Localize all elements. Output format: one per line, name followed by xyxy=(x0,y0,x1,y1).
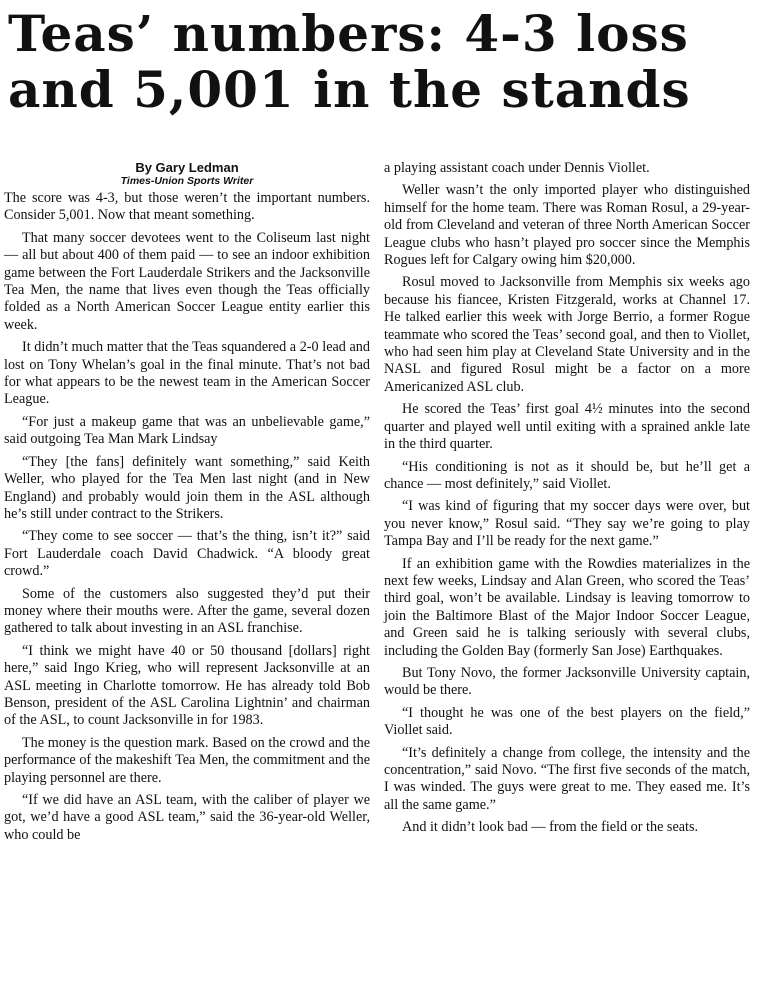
paragraph: “If we did have an ASL team, with the caliber of player we got, we’d have a good ASL team,” said the 36-year-old Weller, who could be xyxy=(4,792,370,843)
headline xyxy=(0,0,762,118)
paragraph: “It’s definitely a change from college, the intensity and the concentration,” said Novo. “The first five seconds of the match, I was winded. The guys were great to me. They eased me. It’s all the same game.” xyxy=(384,744,750,813)
paragraph: “His conditioning is not as it should be, but he’ll get a chance — most definitely,” said Viollet. xyxy=(384,458,750,492)
paragraph: It didn’t much matter that the Teas squandered a 2-0 lead and lost on Tony Whelan’s goal in the final minute. That’s not bad for what appears to be the newest team in the American Soccer League. xyxy=(4,339,370,408)
byline-author: By Gary Ledman xyxy=(135,160,239,175)
paragraph: “I was kind of figuring that my soccer days were over, but you never know,” Rosul said. “They say we’re going to play Tampa Bay and I’ll be ready for the next game.” xyxy=(384,498,750,550)
headline-line-1: Teas’ numbers: 4-3 loss xyxy=(8,4,689,63)
paragraph: But Tony Novo, the former Jacksonville University captain, would be there. xyxy=(384,664,750,699)
paragraph: “They come to see soccer — that’s the thing, isn’t it?” said Fort Lauderdale coach David Chadwick. “A bloody great crowd.” xyxy=(4,528,370,580)
paragraph: He scored the Teas’ first goal 4½ minutes into the second quarter and played well until exiting with a sprained ankle late in the third quarter. xyxy=(384,401,750,453)
paragraph: If an exhibition game with the Rowdies materializes in the next few weeks, Lindsay and Alan Green, who scored the Teas’ third goal, won’t be available. Lindsay is leaving tomorrow to join the Baltimore Blast of the Major Indoor Soccer League, and Green said he is talking seriously with several clubs, including the Golden Bay (formerly San Jose) Earthquakes. xyxy=(384,555,750,659)
paragraph: The score was 4-3, but those weren’t the important numbers. Consider 5,001. Now that meant something. xyxy=(4,190,370,224)
paragraph: The money is the question mark. Based on the crowd and the performance of the makeshift Tea Men, the commitment and the playing personnel are there. xyxy=(4,734,370,786)
byline xyxy=(4,160,370,188)
paragraph: “I think we might have 40 or 50 thousand [dollars] right here,” said Ingo Krieg, who will represent Jacksonville at an ASL meeting in Charlotte tomorrow. He has already told Bob Benson, president of the ASL Carolina Lightnin’ and chairman of the ASL, to count Jacksonville in for 1983. xyxy=(4,642,370,729)
paragraph: And it didn’t look bad — from the field or the seats. xyxy=(402,819,699,836)
paragraph: “For just a makeup game that was an unbelievable game,” said outgoing Tea Man Mark Lindsay xyxy=(4,413,370,448)
article-columns xyxy=(4,160,758,849)
paragraph: “I thought he was one of the best players on the field,” Viollet said. xyxy=(384,704,750,739)
paragraph: Weller wasn’t the only imported player who distinguished himself for the home team. There was Roman Rosul, a 29-year-old from Cleveland and veteran of three North American Soccer League clubs who hasn’t played pro soccer since the Memphis Rogues left for Calgary owing him $20,000. xyxy=(384,182,750,269)
headline-line-2: and 5,001 in the stands xyxy=(8,60,691,119)
paragraph: That many soccer devotees went to the Coliseum last night — all but about 400 of them paid — to see an indoor exhibition game between the Fort Lauderdale Strikers and the Jacksonville Tea Men, the name that lives even though the Teas officially folded as a North American Soccer League entity earlier this week. xyxy=(4,229,370,333)
paragraph: “They [the fans] definitely want something,” said Keith Weller, who played for the Tea Men last night (and in New England) and probably would join them in the ASL although he’s still under contract to the Strikers. xyxy=(4,453,370,522)
byline-role: Times-Union Sports Writer xyxy=(120,175,254,187)
right-column xyxy=(384,160,750,849)
paragraph: Some of the customers also suggested they’d put their money where their mouths were. After the game, several dozen gathered to talk about investing in an ASL franchise. xyxy=(4,585,370,637)
paragraph: a playing assistant coach under Dennis Viollet. xyxy=(384,160,650,176)
paragraph: Rosul moved to Jacksonville from Memphis six weeks ago because his fiancee, Kristen Fitzgerald, works at Channel 17. He talked earlier this week with Jorge Berrio, a former Rogue teammate who scored the Teas’ second goal, and then to Viollet, who had seen him play at Cleveland State University and in the NASL and figured Rosul might be a factor on a more Americanized ASL club. xyxy=(384,274,750,395)
left-column xyxy=(4,160,370,849)
